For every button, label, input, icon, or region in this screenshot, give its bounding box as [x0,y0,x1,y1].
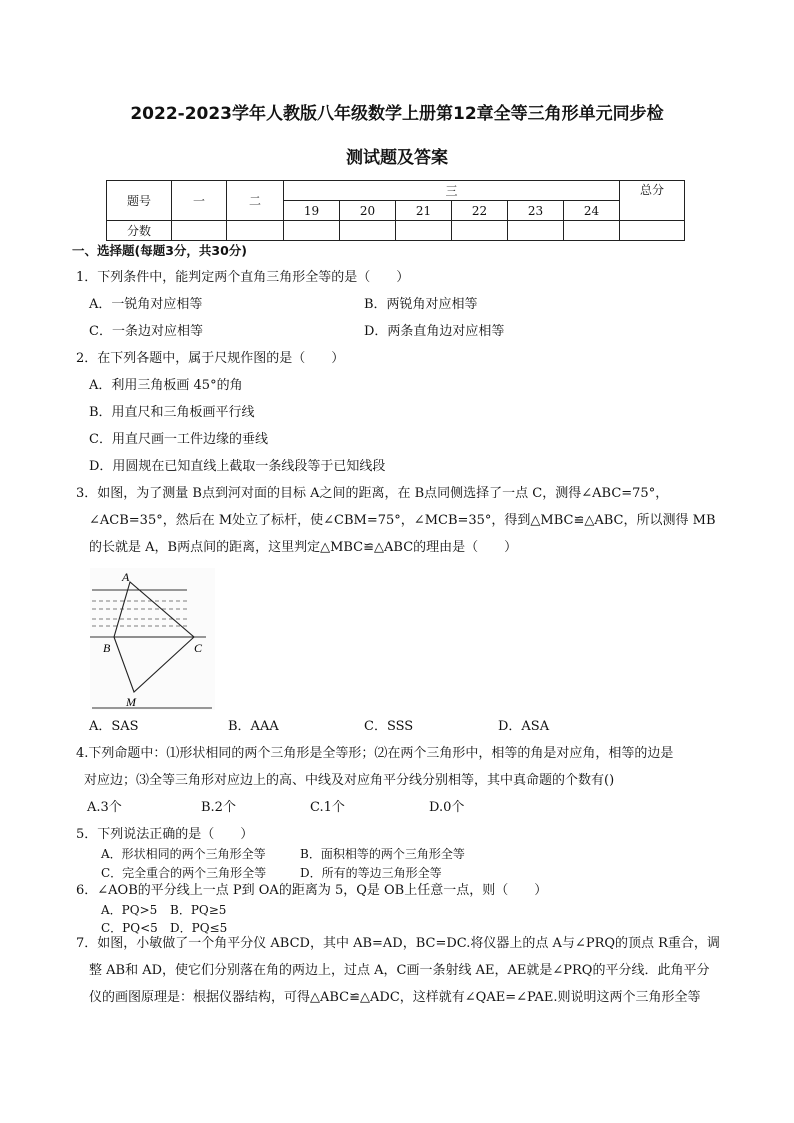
q5-option-a[interactable]: A．形状相同的两个三角形全等 [101,847,266,861]
score-cell[interactable] [620,221,685,241]
q1-option-b[interactable]: B．两锐角对应相等 [364,297,478,312]
q4-option-d[interactable]: D.0个 [429,800,465,815]
score-cell[interactable] [172,221,227,241]
score-cell[interactable] [227,221,284,241]
q5-option-d[interactable]: D．所有的等边三角形全等 [300,866,442,880]
q3-option-b[interactable]: B．AAA [228,719,279,734]
sub-col: 21 [396,201,452,221]
sub-col: 23 [508,201,564,221]
q7-line1: 7．如图，小敏做了一个角平分仪 ABCD，其中 AB=AD，BC=DC.将仪器上的点 A与∠PRQ的顶点 R重合，调 [76,936,720,951]
q1-option-a[interactable]: A．一锐角对应相等 [89,297,203,312]
score-cell[interactable] [508,221,564,241]
q4-option-a[interactable]: A.3个 [87,800,122,815]
score-cell[interactable] [396,221,452,241]
q5-stem: 5．下列说法正确的是（ ） [76,827,254,842]
label-c: C [194,641,203,655]
q6-stem: 6．∠AOB的平分线上一点 P到 OA的距离为 5，Q是 OB上任意一点，则（ ） [76,883,548,898]
q3-option-d[interactable]: D．ASA [498,719,550,734]
q1-option-c[interactable]: C．一条边对应相等 [89,324,203,339]
q6-option-b[interactable]: B．PQ≥5 [170,903,227,917]
q2-stem: 2．在下列各题中，属于尺规作图的是（ ） [76,351,345,366]
sub-col: 22 [452,201,508,221]
q2-option-b[interactable]: B．用直尺和三角板画平行线 [89,405,255,420]
q3-line2: ∠ACB=35°，然后在 M处立了标杆，使∠CBM=75°，∠MCB=35°，得到△MBC≌△ABC，所以测得 MB [89,513,716,528]
col-three: 三 [284,181,620,201]
label-a: A [122,570,130,584]
section-heading: 一、选择题(每题3分，共30分) [72,243,248,258]
q3-line1: 3．如图，为了测量 B点到河对面的目标 A之间的距离，在 B点同侧选择了一点 C，测得∠ABC=75°， [76,486,669,501]
q4-line2: 对应边；⑶全等三角形对应边上的高、中线及对应角平分线分别相等，其中真命题的个数有() [84,773,615,788]
q4-option-c[interactable]: C.1个 [310,800,345,815]
label-m: M [126,695,136,709]
col-total: 总分 [620,181,685,221]
q5-option-b[interactable]: B．面积相等的两个三角形全等 [300,847,465,861]
q1-option-d[interactable]: D．两条直角边对应相等 [364,324,505,339]
q4-option-b[interactable]: B.2个 [201,800,236,815]
q2-option-c[interactable]: C．用直尺画一工件边缘的垂线 [89,432,268,447]
sub-col: 19 [284,201,340,221]
q7-line3: 仪的画图原理是：根据仪器结构，可得△ABC≌△ADC，这样就有∠QAE=∠PAE.则说明这两个三角形全等 [89,990,701,1005]
col-one: 一 [172,181,227,221]
q3-figure [90,568,215,710]
label-b: B [103,641,111,655]
score-cell[interactable] [340,221,396,241]
score-label: 分数 [107,221,172,241]
col-two: 二 [227,181,284,221]
sub-col: 24 [564,201,620,221]
q3-line3: 的长就是 A，B两点间的距离，这里判定△MBC≌△ABC的理由是（ ） [89,540,518,555]
q3-option-a[interactable]: A．SAS [89,719,139,734]
score-cell[interactable] [284,221,340,241]
doc-title-line1: 2022-2023学年人教版八年级数学上册第12章全等三角形单元同步检 [130,104,664,124]
q3-option-c[interactable]: C．SSS [364,719,414,734]
header-label: 题号 [107,181,172,221]
q4-line1: 4.下列命题中：⑴形状相同的两个三角形是全等形；⑵在两个三角形中，相等的角是对应角，相等的边是 [76,746,674,761]
q5-option-c[interactable]: C．完全重合的两个三角形全等 [101,866,267,880]
q1-stem: 1．下列条件中，能判定两个直角三角形全等的是（ ） [76,270,410,285]
q7-line2: 整 AB和 AD，使它们分别落在角的两边上，过点 A，C画一条射线 AE，AE就是∠PRQ的平分线．此角平分 [89,963,710,978]
score-cell[interactable] [564,221,620,241]
q6-option-d[interactable]: D．PQ≤5 [170,921,228,935]
score-cell[interactable] [452,221,508,241]
q6-option-a[interactable]: A．PQ>5 [101,903,158,917]
score-table [106,180,685,241]
q6-option-c[interactable]: C．PQ<5 [101,921,158,935]
sub-col: 20 [340,201,396,221]
q2-option-d[interactable]: D．用圆规在已知直线上截取一条线段等于已知线段 [89,459,386,474]
doc-title-line2: 测试题及答案 [346,148,448,168]
q2-option-a[interactable]: A．利用三角板画 45°的角 [89,378,243,393]
